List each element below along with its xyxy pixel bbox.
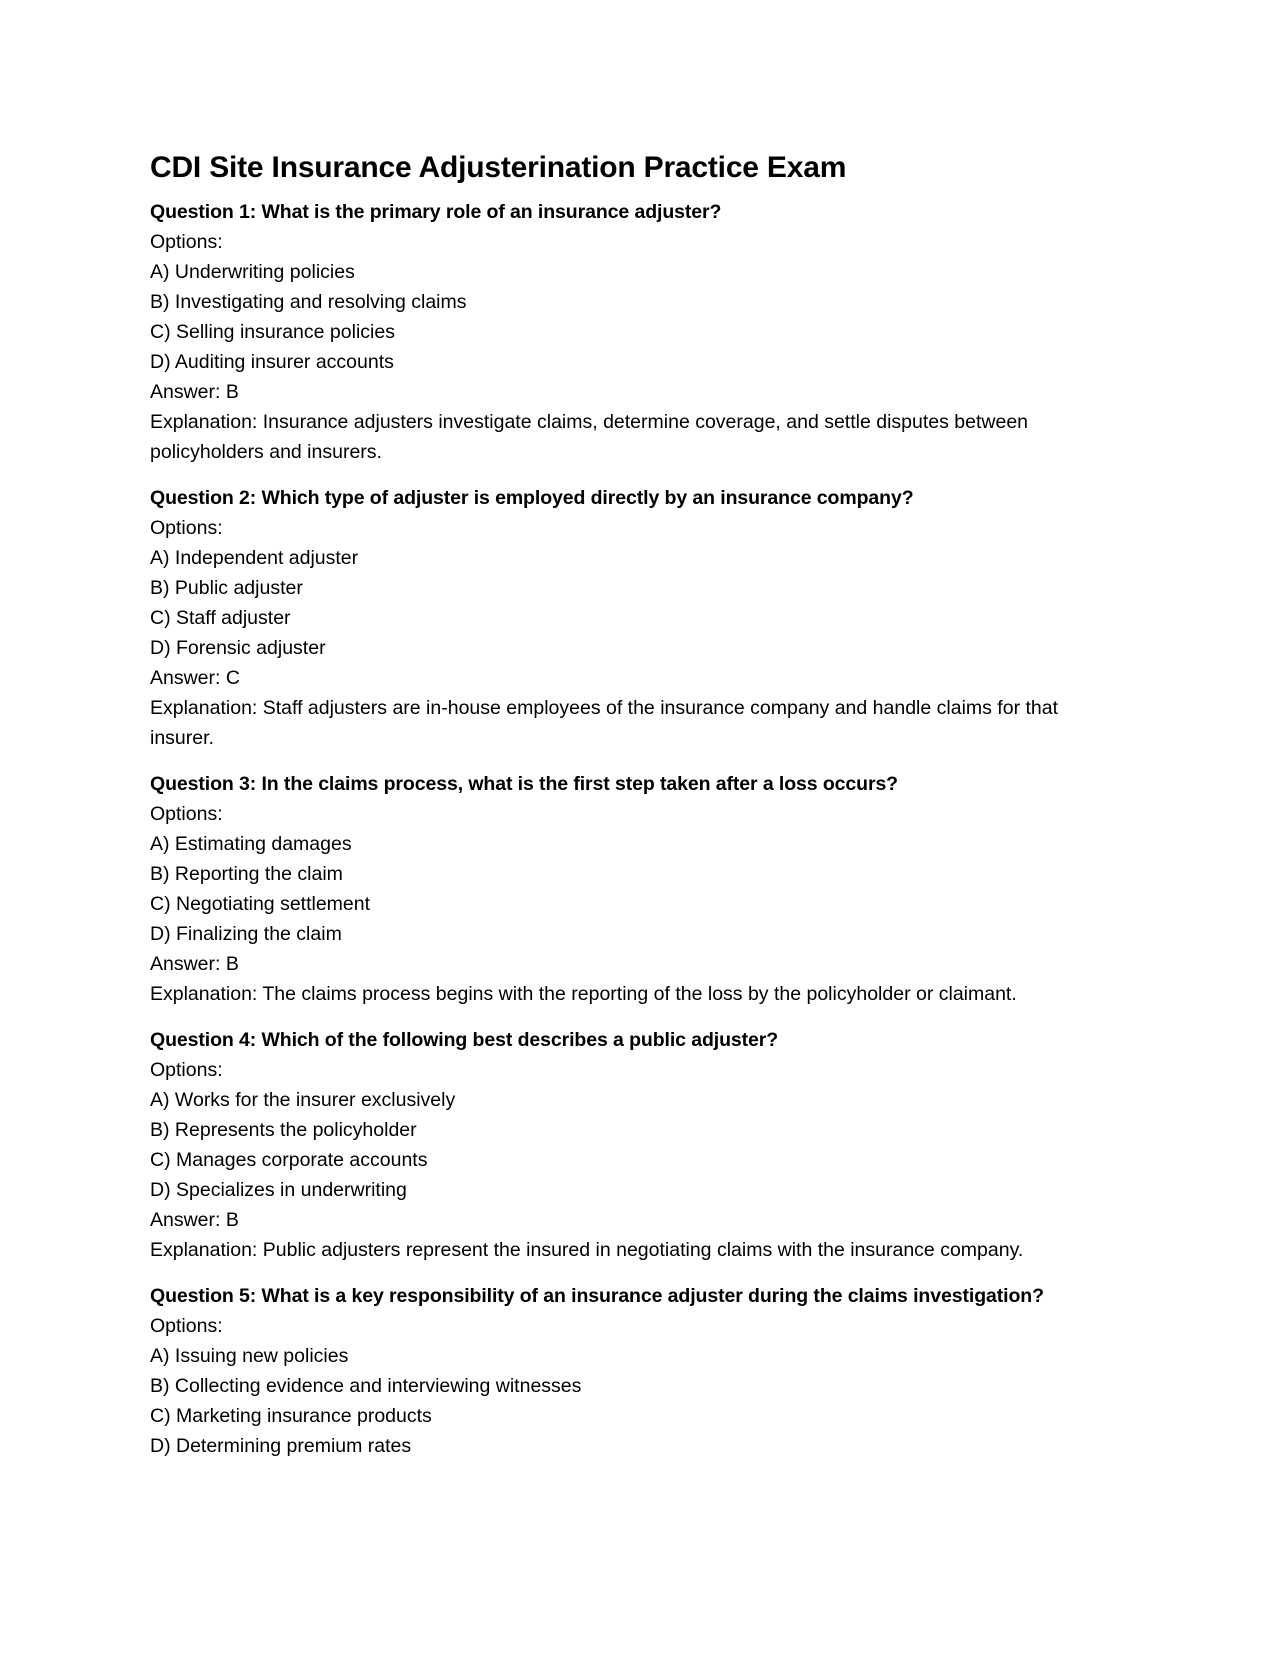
explanation-text: Explanation: Insurance adjusters investigate claims, determine coverage, and settle disputes between policyholders and insurers.: [150, 411, 1029, 463]
option-item: D) Determining premium rates: [150, 1435, 412, 1457]
document-page: [150, 148, 1110, 1477]
option-item: D) Specializes in underwriting: [150, 1179, 407, 1201]
question-block: [150, 197, 1110, 467]
question-block: [150, 1025, 1110, 1265]
options-label: Options:: [150, 517, 223, 539]
option-item: B) Public adjuster: [150, 577, 303, 599]
option-item: B) Investigating and resolving claims: [150, 291, 467, 313]
question-block: [150, 483, 1110, 753]
option-item: C) Negotiating settlement: [150, 893, 371, 915]
option-item: A) Underwriting policies: [150, 261, 355, 283]
question-block: [150, 1281, 1110, 1461]
explanation-text: Explanation: Staff adjusters are in-house employees of the insurance company and handle claims for that insurer.: [150, 697, 1059, 749]
option-item: C) Marketing insurance products: [150, 1405, 432, 1427]
option-item: D) Forensic adjuster: [150, 637, 326, 659]
option-item: A) Estimating damages: [150, 833, 352, 855]
options-list: [150, 1085, 1110, 1205]
options-list: [150, 1341, 1110, 1461]
answer-text: Answer: B: [150, 1209, 239, 1231]
options-label: Options:: [150, 803, 223, 825]
options-label: Options:: [150, 1315, 223, 1337]
options-list: [150, 829, 1110, 949]
answer-text: Answer: B: [150, 381, 239, 403]
question-heading: Question 5: What is a key responsibility of an insurance adjuster during the claims investigation?: [150, 1285, 1044, 1307]
question-heading: Question 2: Which type of adjuster is employed directly by an insurance company?: [150, 487, 914, 509]
option-item: B) Reporting the claim: [150, 863, 343, 885]
option-item: B) Represents the policyholder: [150, 1119, 417, 1141]
options-list: [150, 257, 1110, 377]
answer-text: Answer: C: [150, 667, 240, 689]
options-label: Options:: [150, 1059, 223, 1081]
options-label: Options:: [150, 231, 223, 253]
option-item: C) Manages corporate accounts: [150, 1149, 428, 1171]
question-block: [150, 769, 1110, 1009]
option-item: A) Works for the insurer exclusively: [150, 1089, 456, 1111]
question-heading: Question 4: Which of the following best describes a public adjuster?: [150, 1029, 779, 1051]
explanation-text: Explanation: The claims process begins with the reporting of the loss by the policyholder or claimant.: [150, 983, 1017, 1005]
option-item: C) Staff adjuster: [150, 607, 291, 629]
question-heading: Question 1: What is the primary role of an insurance adjuster?: [150, 201, 722, 223]
document-title: CDI Site Insurance Adjusterination Practice Exam: [150, 151, 847, 184]
question-heading: Question 3: In the claims process, what is the first step taken after a loss occurs?: [150, 773, 898, 795]
option-item: C) Selling insurance policies: [150, 321, 395, 343]
option-item: D) Finalizing the claim: [150, 923, 342, 945]
option-item: A) Issuing new policies: [150, 1345, 349, 1367]
options-list: [150, 543, 1110, 663]
answer-text: Answer: B: [150, 953, 239, 975]
option-item: D) Auditing insurer accounts: [150, 351, 394, 373]
option-item: A) Independent adjuster: [150, 547, 359, 569]
option-item: B) Collecting evidence and interviewing witnesses: [150, 1375, 582, 1397]
explanation-text: Explanation: Public adjusters represent the insured in negotiating claims with the insurance company.: [150, 1239, 1024, 1261]
